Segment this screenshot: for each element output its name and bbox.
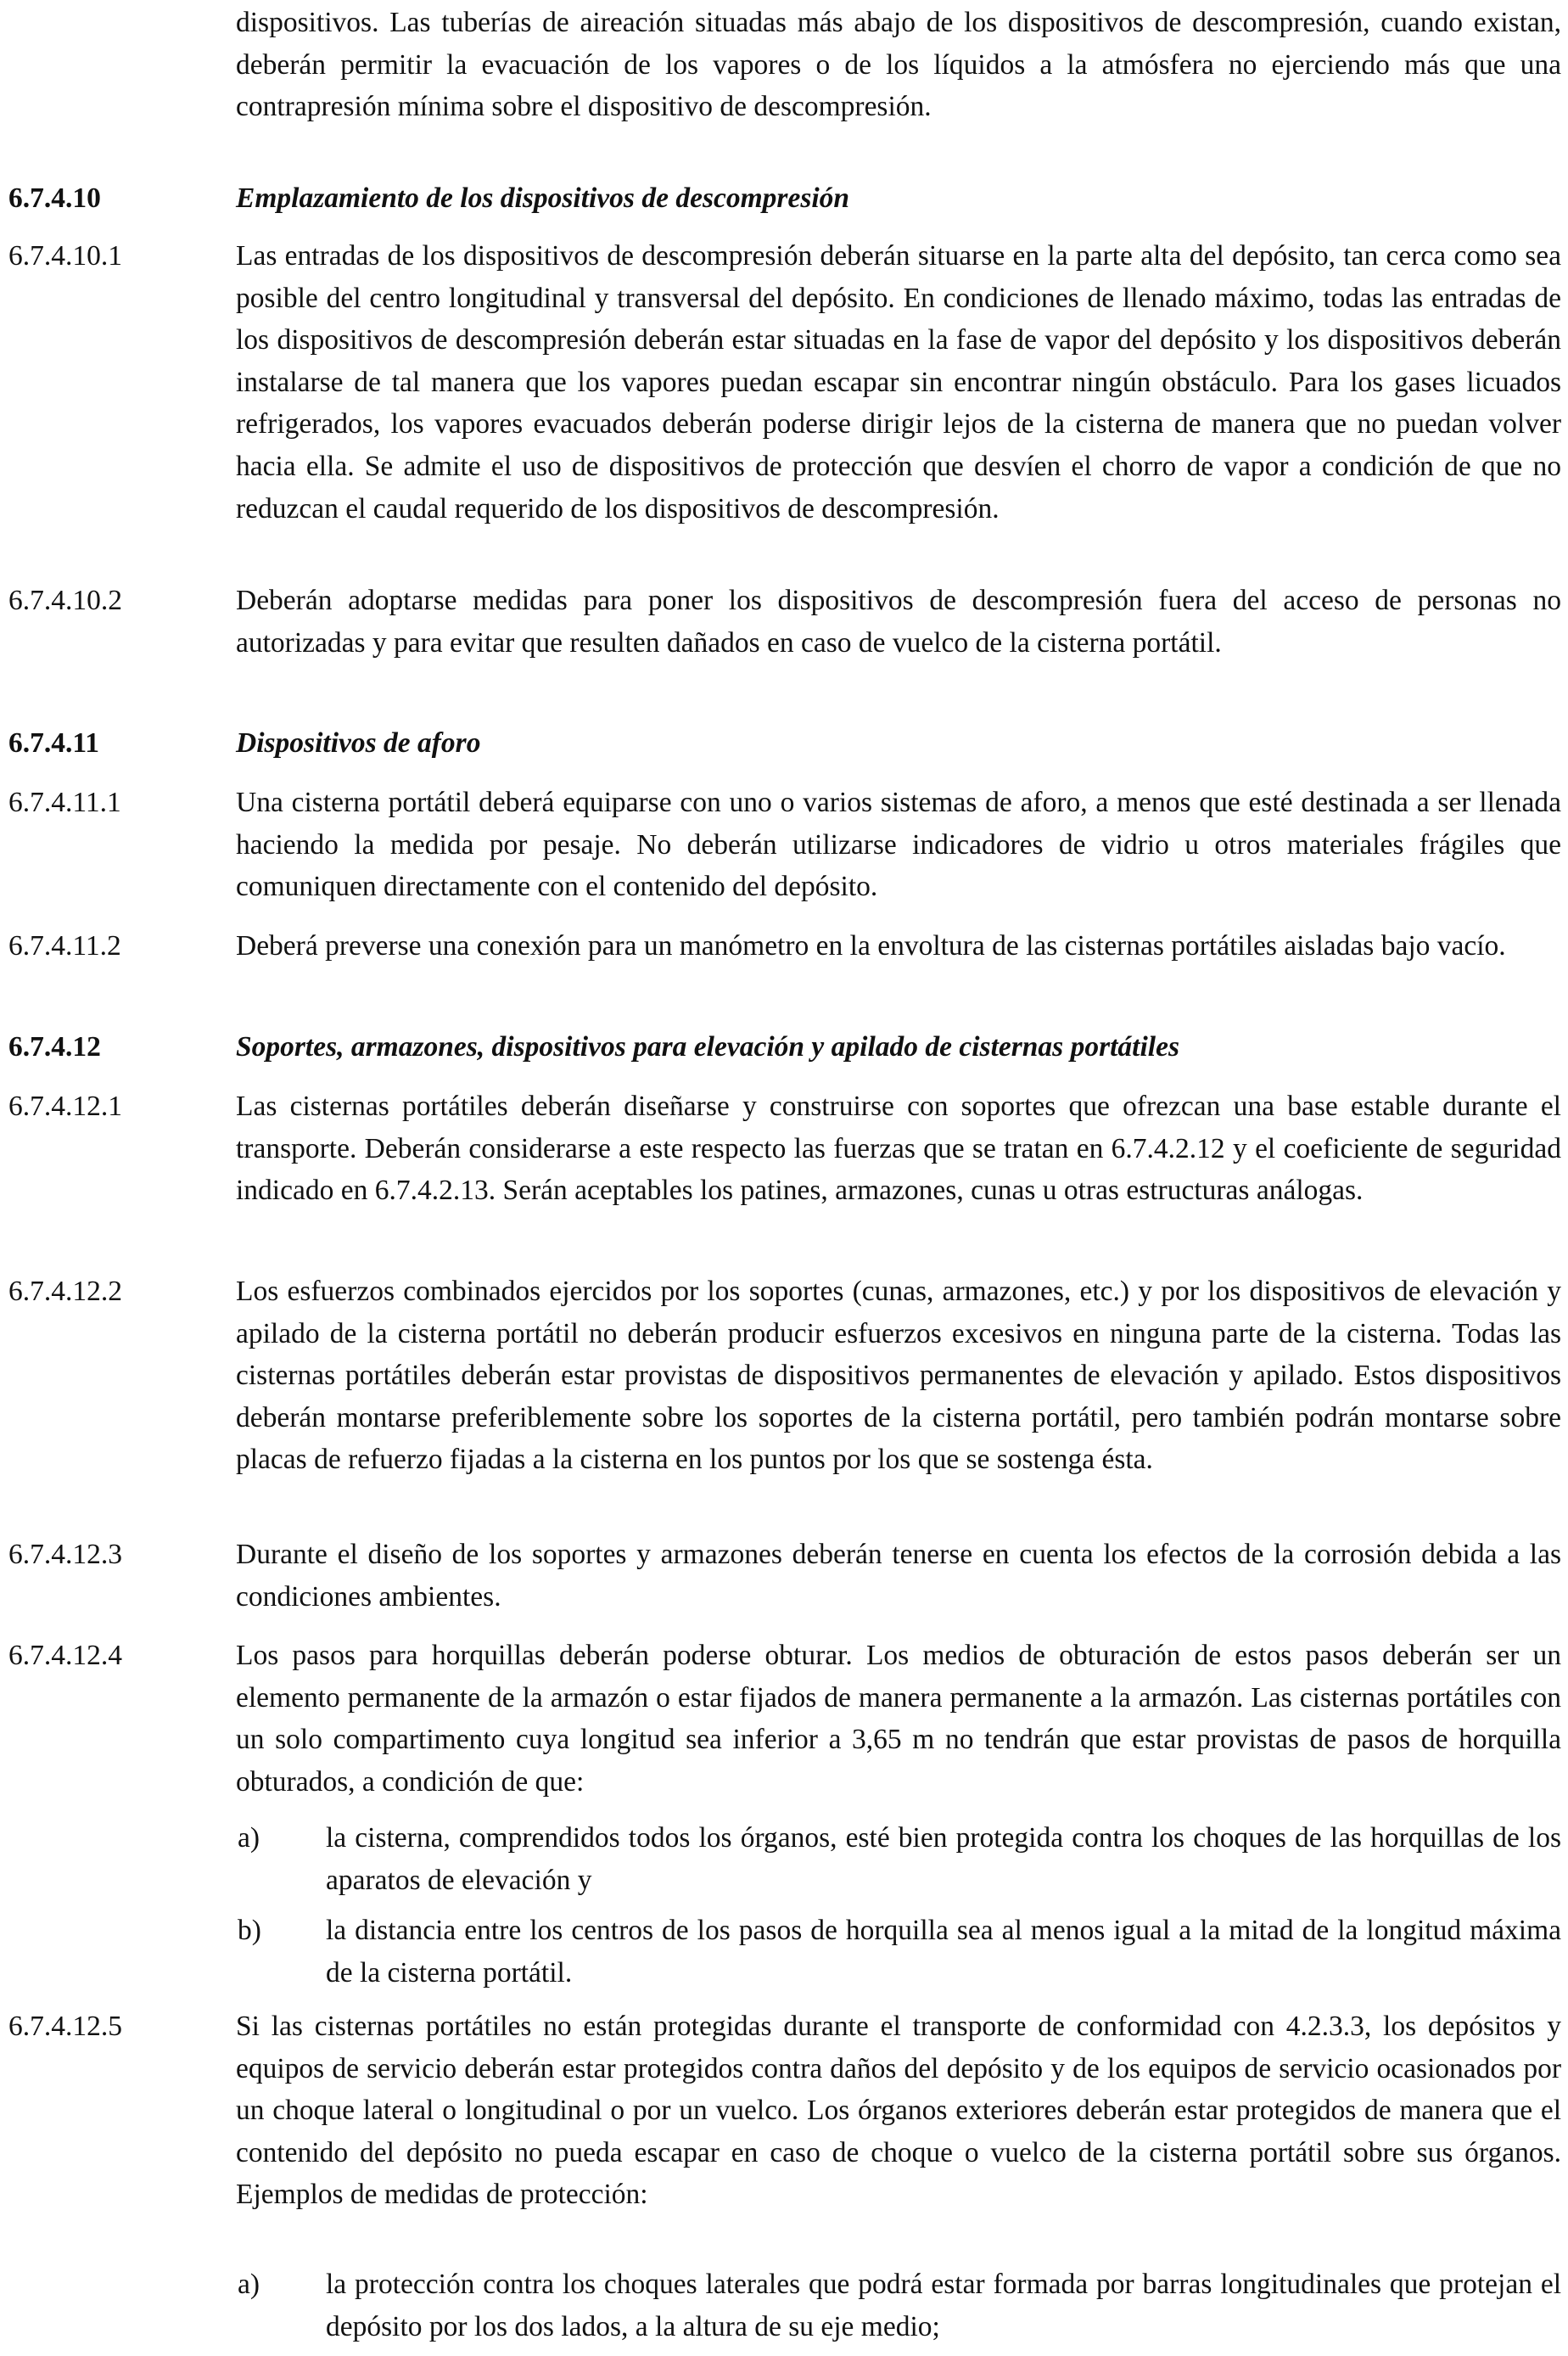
section-text-6-7-4-10-2: Deberán adoptarse medidas para poner los dispositivos de descompresión fuera del acceso de personas no autorizadas y para evitar que resulten dañados en caso de vuelco de la cisterna portátil. [236,585,1561,659]
list-item-letter: a) [238,2269,260,2300]
section-text-6-7-4-10-1: Las entradas de los dispositivos de descompresión deberán situarse en la parte alta del depósito, tan cerca como sea posible del centro longitudinal y transversal del depósito. En condiciones de llenado máximo, todas las entradas de los dispositivos de descompresión deberán estar situadas en la fase de vapor del depósito y los dispositivos deberán instalarse de tal manera que los vapores puedan escapar sin encontrar ningún obstáculo. Para los gases licuados refrigerados, los vapores evacuados deberán poderse dirigir lejos de la cisterna de manera que no puedan volver hacia ella. Se admite el uso de dispositivos de protección que desvíen el chorro de vapor a condición de que no reduzcan el caudal requerido de los dispositivos de descompresión. [236,240,1561,524]
section-heading-6-7-4-12: Soportes, armazones, dispositivos para elevación y apilado de cisternas portátiles [236,1031,1180,1063]
section-number-6-7-4-12: 6.7.4.12 [8,1031,101,1063]
section-heading-6-7-4-11: Dispositivos de aforo [236,727,481,759]
section-text-6-7-4-12-2: Los esfuerzos combinados ejercidos por los soportes (cunas, armazones, etc.) y por los dispositivos de elevación y apilado de la cisterna portátil no deberán producir esfuerzos excesivos en ninguna parte de la cisterna. Todas las cisternas portátiles deberán estar provistas de dispositivos permanentes de elevación y apilado. Estos dispositivos deberán montarse preferiblemente sobre los soportes de la cisterna portátil, pero también podrán montarse sobre placas de refuerzo fijadas a la cisterna en los puntos por los que se sostenga ésta. [236,1276,1561,1476]
section-text-6-7-4-12-3: Durante el diseño de los soportes y armazones deberán tenerse en cuenta los efectos de la corrosión debida a las condiciones ambientes. [236,1539,1561,1613]
section-number-6-7-4-12-2: 6.7.4.12.2 [8,1276,122,1307]
section-number-6-7-4-11: 6.7.4.11 [8,727,100,759]
list-item-text: la distancia entre los centros de los pasos de horquilla sea al menos igual a la mitad de la longitud máxima de la cisterna portátil. [326,1915,1561,1989]
section-number-6-7-4-11-2: 6.7.4.11.2 [8,930,121,962]
section-number-6-7-4-11-1: 6.7.4.11.1 [8,787,121,818]
list-item-text: la cisterna, comprendidos todos los órganos, esté bien protegida contra los choques de las horquillas de los aparatos de elevación y [326,1822,1561,1896]
section-text-6-7-4-12-4: Los pasos para horquillas deberán poderse obturar. Los medios de obturación de estos pasos deberán ser un elemento permanente de la armazón o estar fijados de manera permanente a la armazón. Las cisternas portátiles con un solo compartimento cuya longitud sea inferior a 3,65 m no tendrán que estar provistas de pasos de horquilla obturados, a condición de que: [236,1640,1561,1798]
section-number-6-7-4-10-2: 6.7.4.10.2 [8,585,122,616]
section-number-6-7-4-10-1: 6.7.4.10.1 [8,240,122,272]
section-text-6-7-4-12-1: Las cisternas portátiles deberán diseñarse y construirse con soportes que ofrezcan una base estable durante el transporte. Deberán considerarse a este respecto las fuerzas que se tratan en 6.7.4.2.12 y el coeficiente de seguridad indicado en 6.7.4.2.13. Serán aceptables los patines, armazones, cunas u otras estructuras análogas. [236,1091,1561,1207]
list-item-letter: b) [238,1915,261,1946]
section-number-6-7-4-12-1: 6.7.4.12.1 [8,1091,122,1122]
section-text-6-7-4-12-5: Si las cisternas portátiles no están protegidas durante el transporte de conformidad con 4.2.3.3, los depósitos y equipos de servicio deberán estar protegidos contra daños del depósito y de los equipos de servicio ocasionados por un choque lateral o longitudinal o por un vuelco. Los órganos exteriores deberán estar protegidos de manera que el contenido del depósito no pueda escapar en caso de choque o vuelco de la cisterna portátil sobre sus órganos. Ejemplos de medidas de protección: [236,2011,1561,2211]
section-number-6-7-4-12-5: 6.7.4.12.5 [8,2011,122,2042]
section-number-6-7-4-12-4: 6.7.4.12.4 [8,1640,122,1671]
section-text-6-7-4-11-2: Deberá preverse una conexión para un manómetro en la envoltura de las cisternas portátiles aisladas bajo vacío. [236,930,1506,962]
intro-paragraph: dispositivos. Las tuberías de aireación situadas más abajo de los dispositivos de descompresión, cuando existan, deberán permitir la evacuación de los vapores o de los líquidos a la atmósfera no ejerciendo más que una contrapresión mínima sobre el dispositivo de descompresión. [236,7,1561,123]
section-heading-6-7-4-10: Emplazamiento de los dispositivos de descompresión [236,182,850,214]
section-text-6-7-4-11-1: Una cisterna portátil deberá equiparse con uno o varios sistemas de aforo, a menos que esté destinada a ser llenada haciendo la medida por pesaje. No deberán utilizarse indicadores de vidrio u otros materiales frágiles que comuniquen directamente con el contenido del depósito. [236,787,1561,903]
list-item-text: la protección contra los choques laterales que podrá estar formada por barras longitudinales que protejan el depósito por los dos lados, a la altura de su eje medio; [326,2269,1561,2342]
section-number-6-7-4-10: 6.7.4.10 [8,182,101,214]
list-item-letter: a) [238,1822,260,1854]
section-number-6-7-4-12-3: 6.7.4.12.3 [8,1539,122,1570]
